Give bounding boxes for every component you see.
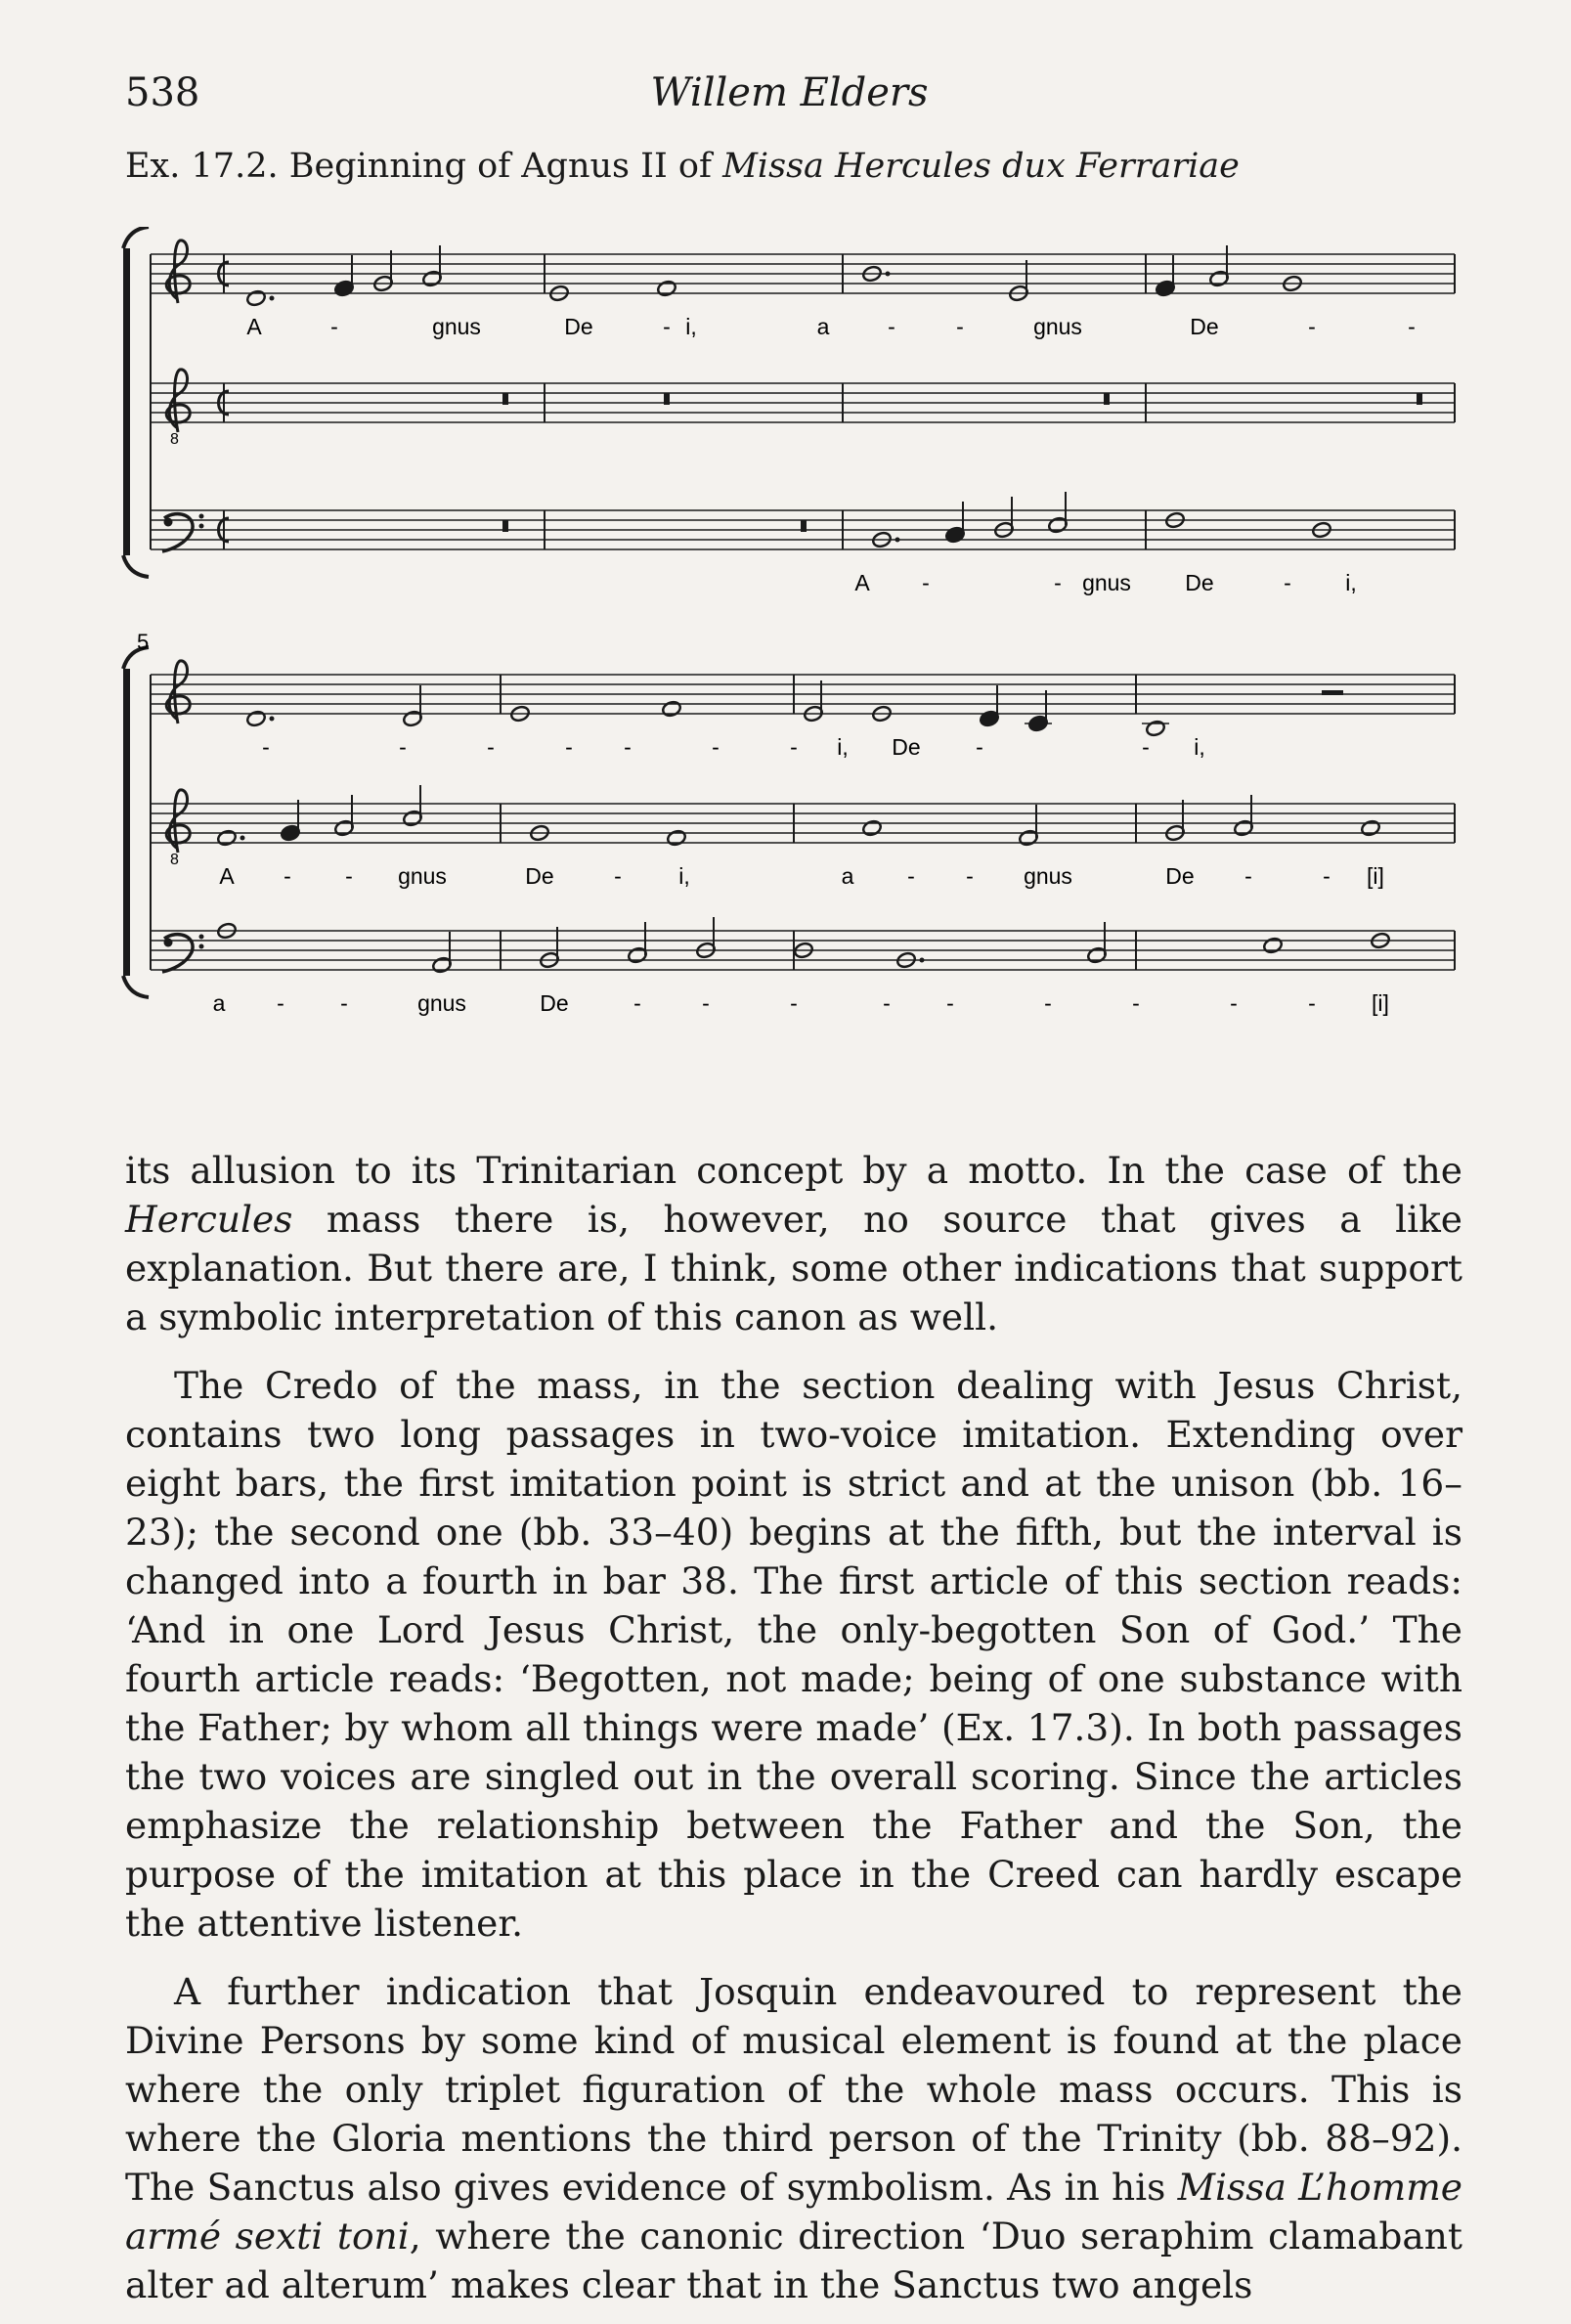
note-dot [240, 836, 245, 841]
bracket-hook [123, 976, 149, 997]
bass-clef-dot [164, 939, 173, 947]
lyric-syllable: - [487, 734, 495, 760]
lyric-syllable: - [330, 314, 338, 339]
lyric-syllable: - [790, 734, 798, 760]
lyric-syllable: - [1054, 570, 1062, 595]
lyric-syllable: De [564, 314, 593, 339]
lyric-syllable: a [816, 314, 830, 339]
lyric-syllable: gnus [1082, 570, 1131, 595]
system-bracket [123, 669, 130, 976]
lyric-syllable: - [922, 570, 930, 595]
page-header [125, 70, 1454, 129]
lyric-syllable: gnus [432, 314, 481, 339]
lyric-syllable: i, [678, 863, 690, 889]
lyric-syllable: - [946, 990, 954, 1016]
bracket-hook [123, 555, 149, 577]
note-dot [270, 296, 275, 301]
minim-rest [1322, 690, 1343, 695]
example-caption [125, 147, 1240, 186]
lyric-syllable: - [565, 734, 573, 760]
lyric-syllable: A [854, 570, 870, 595]
caption-label: Ex. 17.2. [125, 147, 279, 186]
lyric-syllable: - [345, 863, 353, 889]
lyric-syllable: gnus [1024, 863, 1072, 889]
lyric-syllable: - [956, 314, 964, 339]
octave-mark: 8 [170, 431, 179, 448]
lyric-syllable: [i] [1372, 990, 1389, 1016]
lyric-syllable: - [883, 990, 891, 1016]
lyric-syllable: i, [685, 314, 697, 339]
lyric-syllable: - [1142, 734, 1150, 760]
lyric-syllable: - [277, 990, 284, 1016]
lyric-syllable: - [790, 990, 798, 1016]
caption-text: Beginning of Agnus II of [288, 147, 712, 186]
lyric-syllable: - [907, 863, 915, 889]
note-head [661, 700, 681, 718]
lyric-syllable: - [1308, 314, 1316, 339]
lyric-syllable: A [219, 863, 235, 889]
measure-number: 5 [137, 630, 150, 654]
lyric-syllable: gnus [398, 863, 447, 889]
lyric-syllable: De [892, 734, 921, 760]
lyric-syllable: - [888, 314, 895, 339]
note-dot [886, 272, 891, 277]
note-head [666, 829, 686, 847]
breve-rest [801, 520, 807, 532]
music-example [119, 227, 1459, 1097]
bracket-hook [123, 227, 149, 248]
lyric-syllable: De [540, 990, 569, 1016]
lyric-syllable: - [399, 734, 407, 760]
lyric-syllable: a [841, 863, 854, 889]
lyric-syllable: - [1323, 863, 1331, 889]
note-head [1360, 819, 1380, 837]
lyric-syllable: - [1132, 990, 1140, 1016]
lyric-syllable: A [246, 314, 262, 339]
bass-clef-dot [199, 944, 204, 949]
breve-rest [1417, 393, 1422, 405]
lyric-syllable: - [1044, 990, 1052, 1016]
lyric-syllable: [i] [1367, 863, 1384, 889]
note-dot [270, 717, 275, 722]
lyric-syllable: - [966, 863, 974, 889]
breve-rest [502, 520, 508, 532]
bass-clef-dot [199, 935, 204, 940]
lyric-syllable: - [284, 863, 291, 889]
lyric-syllable: - [702, 990, 710, 1016]
system-bracket [123, 248, 130, 555]
octave-mark: 8 [170, 852, 179, 868]
lyric-syllable: De [1165, 863, 1195, 889]
lyric-syllable: De [1190, 314, 1219, 339]
lyric-syllable: i, [1345, 570, 1357, 595]
lyric-syllable: i, [837, 734, 849, 760]
breve-rest [1104, 393, 1110, 405]
lyric-syllable: - [976, 734, 983, 760]
breve-rest [664, 393, 670, 405]
note-head [216, 829, 237, 847]
lyric-syllable: - [712, 734, 720, 760]
lyric-syllable: - [663, 314, 671, 339]
bass-clef-dot [164, 518, 173, 527]
paragraph-1: its allusion to its Trinitarian concept by a motto. In the case of the Hercules mass there is, however, no source that gives a like explanation. But there are, I think, some other indications that support a symbolic interpretation of this canon as well. [125, 1149, 1462, 1338]
lyric-syllable: - [624, 734, 632, 760]
lyric-syllable: De [1185, 570, 1214, 595]
bass-clef-dot [199, 514, 204, 519]
lyric-syllable: i, [1194, 734, 1205, 760]
lyric-syllable: - [614, 863, 622, 889]
lyric-syllable: a [212, 990, 226, 1016]
note-head [861, 819, 882, 837]
note-dot [920, 958, 925, 963]
bass-clef-dot [199, 524, 204, 529]
running-head: Willem Elders [650, 70, 929, 115]
body-text [125, 1146, 1462, 2309]
page-number: 538 [125, 70, 200, 115]
lyric-syllable: - [633, 990, 641, 1016]
caption-title: Missa Hercules dux Ferrariae [722, 147, 1240, 186]
lyric-syllable: - [1244, 863, 1252, 889]
breve-rest [502, 393, 508, 405]
lyric-syllable: - [262, 734, 270, 760]
lyric-syllable: De [525, 863, 554, 889]
lyric-syllable: - [1308, 990, 1316, 1016]
lyric-syllable: - [1230, 990, 1238, 1016]
music-notation [123, 227, 1455, 1016]
lyric-syllable: - [1408, 314, 1416, 339]
lyric-syllable: - [1284, 570, 1291, 595]
paragraph-3: A further indication that Josquin endeavoured to represent the Divine Persons by some kind of musical element is found at the place where the only triplet figuration of the whole mass occurs. This is where the Gloria mentions the third person of the Trinity (bb. 88–92). The Sanctus also gives evidence of symbolism. As in his Missa L’homme armé sexti toni, where the canonic direction ‘Duo seraphim clamabant alter ad alterum’ makes clear that in the Sanctus two angels [125, 1970, 1462, 2306]
note-dot [895, 538, 900, 543]
note-head [245, 710, 266, 727]
paragraph-2: The Credo of the mass, in the section dealing with Jesus Christ, contains two long passages in two-voice imitation. Extending over eight bars, the first imitation point is strict and at the unison (bb. 16–23); the second one (bb. 33–40) begins at the fifth, but the interval is changed into a fourth in bar 38. The first article of this section reads: ‘And in one Lord Jesus Christ, the only-begotten Son of God.’ The fourth article reads: ‘Begotten, not made; being of one substance with the Father; by whom all things were made’ (Ex. 17.3). In both passages the two voices are singled out in the overall scoring. Since the articles emphasize the relationship between the Father and the Son, the purpose of the imitation at this place in the Creed can hardly escape the attentive listener. [125, 1364, 1462, 1945]
lyric-syllable: gnus [1033, 314, 1082, 339]
lyric-syllable: gnus [417, 990, 466, 1016]
note-head [1262, 937, 1283, 954]
lyric-syllable: - [340, 990, 348, 1016]
note-head [245, 289, 266, 307]
note-head [656, 280, 676, 297]
